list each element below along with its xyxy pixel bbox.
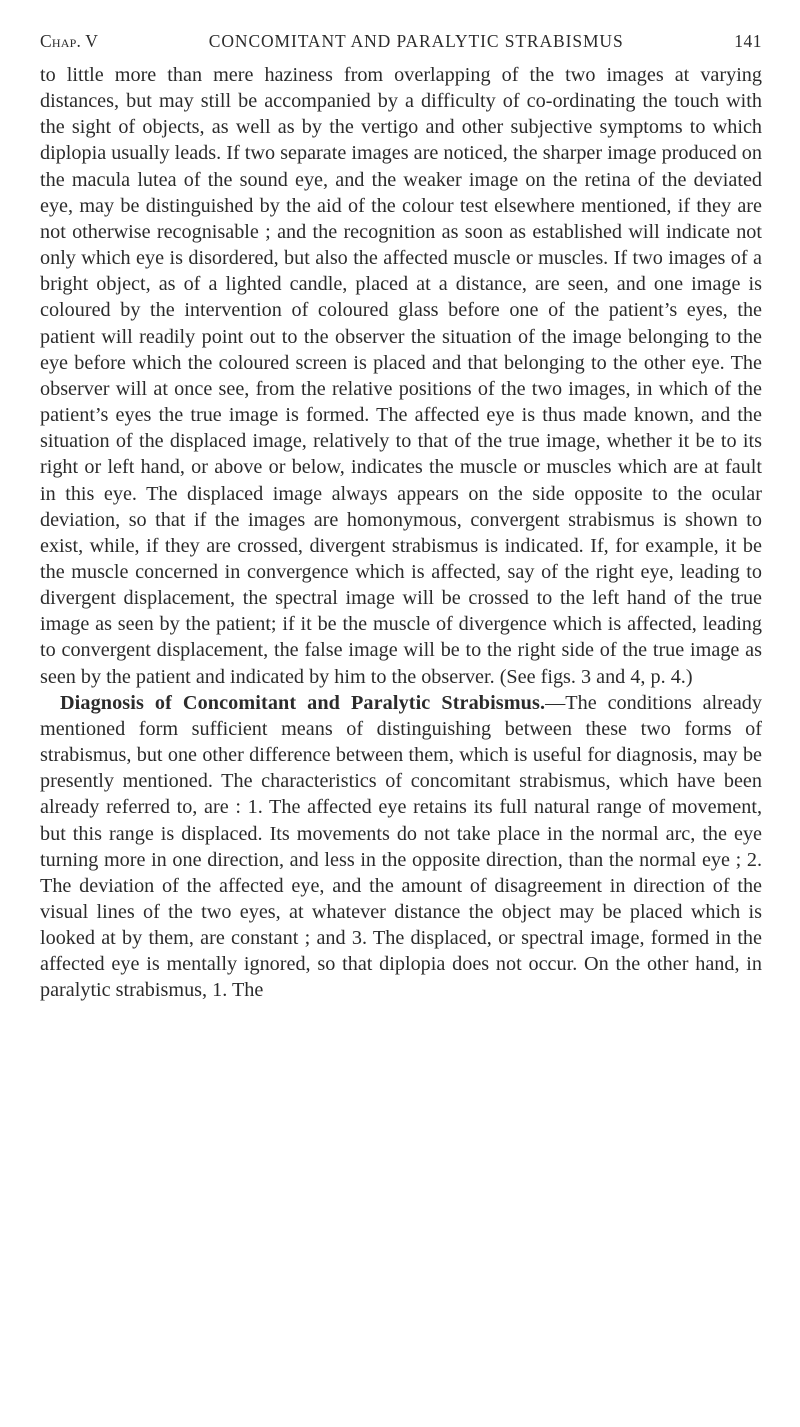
- paragraph-text: to little more than mere haziness from overlapping of the two images at varying distances, but may still be accompanied by a difficulty of co-ordinating the touch with the sight of objects, as well as by the vertigo and other subjective symptoms to which diplopia usually leads. If two separate images are noticed, the sharper image produced on the macula lutea of the sound eye, and the weaker image on the retina of the deviated eye, may be distinguished by the aid of the colour test elsewhere mentioned, if they are not otherwise recognisable ; and the recognition as soon as established will indicate not only which eye is disordered, but also the affected muscle or muscles. If two images of a bright object, as of a lighted candle, placed at a distance, are seen, and one image is coloured by the intervention of coloured glass before one of the patient’s eyes, the patient will readily point out to the observer the situation of the image belonging to the eye before which the coloured screen is placed and that belonging to the other eye. The observer will at once see, from the relative positions of the two images, in which of the patient’s eyes the true image is formed. The affected eye is thus made known, and the situation of the displaced image, relatively to that of the true image, whether it be to its right or left hand, or above or below, indicates the muscle or muscles which are at fault in this eye. The displaced image always appears on the side opposite to the ocular deviation, so that if the images are homonymous, convergent strabismus is shown to exist, while, if they are crossed, divergent strabismus is indicated. If, for example, it be the muscle concerned in convergence which is affected, say of the right eye, leading to divergent displacement, the spectral image will be crossed to the left hand of the true image as seen by the patient; if it be the muscle of divergence which is affected, leading to convergent displacement, the false image will be to the right side of the true image as seen by the patient and indicated by him to the observer. (See figs. 3 and 4, p. 4.): [40, 64, 762, 688]
- chapter-label: Chap. V: [40, 31, 99, 51]
- running-title: CONCOMITANT AND PARALYTIC STRABISMUS: [208, 31, 624, 51]
- page-number: 141: [734, 31, 762, 51]
- book-page: [40, 30, 762, 1004]
- running-head: [40, 30, 762, 52]
- paragraph-text: —The conditions already mentioned form sufficient means of distinguishing between these two forms of strabismus, but one other difference between them, which is useful for diagnosis, may be presently mentioned. The characteristics of concomitant strabismus, which have been already referred to, are : 1. The affected eye retains its full natural range of movement, but this range is displaced. Its movements do not take place in the normal arc, the eye turning more in one direction, and less in the opposite direction, than the normal eye ; 2. The deviation of the affected eye, and the amount of disagreement in direction of the visual lines of the two eyes, at whatever distance the object may be placed which is looked at by them, are constant ; and 3. The displaced, or spectral image, formed in the affected eye is mentally ignored, so that diplopia does not occur. On the other hand, in paralytic strabismus, 1. The: [40, 691, 762, 1002]
- section-heading: Diagnosis of Concomitant and Paralytic Strabismus.: [60, 691, 546, 714]
- paragraph-continued: [40, 62, 762, 690]
- body-text: [40, 62, 762, 1004]
- paragraph-diagnosis: [40, 690, 762, 1004]
